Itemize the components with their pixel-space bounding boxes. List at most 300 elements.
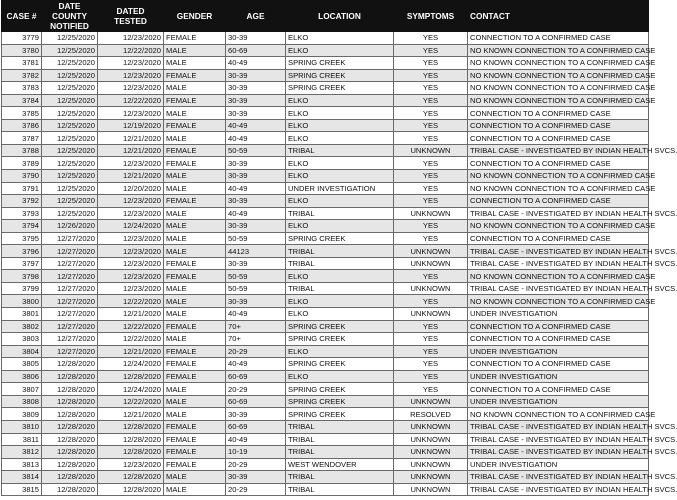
cell-location: SPRING CREEK bbox=[286, 395, 394, 408]
cell-location: ELKO bbox=[286, 308, 394, 321]
cell-case-number: 3812 bbox=[2, 446, 42, 459]
cell-contact: CONNECTION TO A CONFIRMED CASE bbox=[468, 195, 649, 208]
table-row bbox=[2, 308, 649, 321]
cell-gender: FEMALE bbox=[164, 157, 226, 170]
cell-date-tested: 12/23/2020 bbox=[98, 107, 164, 120]
cell-date-notified: 12/27/2020 bbox=[42, 345, 98, 358]
cell-symptoms: YES bbox=[394, 107, 468, 120]
cell-date-notified: 12/27/2020 bbox=[42, 270, 98, 283]
cell-contact: NO KNOWN CONNECTION TO A CONFIRMED CASE bbox=[468, 170, 649, 183]
cell-date-tested: 12/23/2020 bbox=[98, 245, 164, 258]
table-row bbox=[2, 257, 649, 270]
cell-symptoms: YES bbox=[394, 232, 468, 245]
cell-age: 40-49 bbox=[226, 433, 286, 446]
cell-location: SPRING CREEK bbox=[286, 333, 394, 346]
table-row bbox=[2, 320, 649, 333]
cell-location: ELKO bbox=[286, 295, 394, 308]
cell-gender: FEMALE bbox=[164, 69, 226, 82]
cell-age: 40-49 bbox=[226, 207, 286, 220]
cell-age: 20-29 bbox=[226, 458, 286, 471]
cell-date-tested: 12/23/2020 bbox=[98, 282, 164, 295]
cell-gender: FEMALE bbox=[164, 370, 226, 383]
cell-age: 44123 bbox=[226, 245, 286, 258]
cell-date-notified: 12/27/2020 bbox=[42, 245, 98, 258]
cell-date-tested: 12/22/2020 bbox=[98, 44, 164, 57]
cell-gender: MALE bbox=[164, 182, 226, 195]
cell-contact: TRIBAL CASE - INVESTIGATED BY INDIAN HEALTH SVCS. bbox=[468, 144, 649, 157]
cell-age: 20-29 bbox=[226, 483, 286, 496]
cell-date-tested: 12/23/2020 bbox=[98, 69, 164, 82]
cell-age: 30-39 bbox=[226, 408, 286, 421]
cell-date-tested: 12/28/2020 bbox=[98, 471, 164, 484]
cell-location: SPRING CREEK bbox=[286, 408, 394, 421]
cell-date-notified: 12/27/2020 bbox=[42, 232, 98, 245]
cell-case-number: 3815 bbox=[2, 483, 42, 496]
cell-contact: CONNECTION TO A CONFIRMED CASE bbox=[468, 232, 649, 245]
cell-gender: FEMALE bbox=[164, 144, 226, 157]
table-row bbox=[2, 408, 649, 421]
cell-age: 40-49 bbox=[226, 358, 286, 371]
cell-case-number: 3801 bbox=[2, 308, 42, 321]
cell-gender: FEMALE bbox=[164, 420, 226, 433]
cell-case-number: 3807 bbox=[2, 383, 42, 396]
cell-date-tested: 12/22/2020 bbox=[98, 320, 164, 333]
cell-gender: MALE bbox=[164, 57, 226, 70]
cell-location: TRIBAL bbox=[286, 483, 394, 496]
cell-date-tested: 12/24/2020 bbox=[98, 358, 164, 371]
cell-gender: MALE bbox=[164, 82, 226, 95]
cell-date-notified: 12/25/2020 bbox=[42, 195, 98, 208]
cell-case-number: 3786 bbox=[2, 119, 42, 132]
cell-symptoms: UNKNOWN bbox=[394, 471, 468, 484]
cell-date-tested: 12/23/2020 bbox=[98, 232, 164, 245]
cell-gender: MALE bbox=[164, 207, 226, 220]
table-body bbox=[2, 32, 677, 496]
cell-age: 30-39 bbox=[226, 94, 286, 107]
cell-contact: NO KNOWN CONNECTION TO A CONFIRMED CASE bbox=[468, 182, 649, 195]
cell-date-tested: 12/21/2020 bbox=[98, 408, 164, 421]
cell-symptoms: YES bbox=[394, 358, 468, 371]
cell-age: 40-49 bbox=[226, 119, 286, 132]
cell-age: 20-29 bbox=[226, 345, 286, 358]
cell-date-notified: 12/25/2020 bbox=[42, 157, 98, 170]
cell-contact: TRIBAL CASE - INVESTIGATED BY INDIAN HEALTH SVCS. bbox=[468, 257, 649, 270]
cell-location: TRIBAL bbox=[286, 446, 394, 459]
table-row bbox=[2, 420, 649, 433]
cell-age: 30-39 bbox=[226, 157, 286, 170]
cell-symptoms: UNKNOWN bbox=[394, 245, 468, 258]
cell-age: 20-29 bbox=[226, 383, 286, 396]
table-row bbox=[2, 370, 649, 383]
cell-date-notified: 12/28/2020 bbox=[42, 433, 98, 446]
cell-date-tested: 12/20/2020 bbox=[98, 182, 164, 195]
table-row bbox=[2, 433, 649, 446]
cell-contact: CONNECTION TO A CONFIRMED CASE bbox=[468, 132, 649, 145]
cell-case-number: 3789 bbox=[2, 157, 42, 170]
cell-symptoms: YES bbox=[394, 170, 468, 183]
cell-case-number: 3795 bbox=[2, 232, 42, 245]
table-row bbox=[2, 270, 649, 283]
cell-symptoms: YES bbox=[394, 295, 468, 308]
cell-case-number: 3791 bbox=[2, 182, 42, 195]
cell-contact: NO KNOWN CONNECTION TO A CONFIRMED CASE bbox=[468, 82, 649, 95]
cell-date-notified: 12/25/2020 bbox=[42, 207, 98, 220]
cell-symptoms: UNKNOWN bbox=[394, 282, 468, 295]
cell-contact: NO KNOWN CONNECTION TO A CONFIRMED CASE bbox=[468, 69, 649, 82]
cell-symptoms: UNKNOWN bbox=[394, 446, 468, 459]
cell-location: TRIBAL bbox=[286, 471, 394, 484]
cell-gender: MALE bbox=[164, 220, 226, 233]
cell-location: ELKO bbox=[286, 132, 394, 145]
cell-gender: FEMALE bbox=[164, 458, 226, 471]
cell-contact: TRIBAL CASE - INVESTIGATED BY INDIAN HEALTH SVCS. bbox=[468, 207, 649, 220]
cell-case-number: 3793 bbox=[2, 207, 42, 220]
cell-location: WEST WENDOVER bbox=[286, 458, 394, 471]
cell-date-notified: 12/25/2020 bbox=[42, 57, 98, 70]
cell-date-notified: 12/28/2020 bbox=[42, 446, 98, 459]
cell-date-notified: 12/27/2020 bbox=[42, 257, 98, 270]
cell-case-number: 3781 bbox=[2, 57, 42, 70]
cell-location: TRIBAL bbox=[286, 245, 394, 258]
cell-symptoms: YES bbox=[394, 69, 468, 82]
cell-symptoms: RESOLVED bbox=[394, 408, 468, 421]
table-row bbox=[2, 220, 649, 233]
cell-date-tested: 12/23/2020 bbox=[98, 157, 164, 170]
cell-age: 60-69 bbox=[226, 395, 286, 408]
cell-date-notified: 12/27/2020 bbox=[42, 308, 98, 321]
cell-location: ELKO bbox=[286, 270, 394, 283]
cell-gender: MALE bbox=[164, 308, 226, 321]
table-row bbox=[2, 107, 649, 120]
cell-symptoms: YES bbox=[394, 132, 468, 145]
cell-contact: NO KNOWN CONNECTION TO A CONFIRMED CASE bbox=[468, 408, 649, 421]
header-gender: GENDER bbox=[164, 1, 226, 32]
table-row bbox=[2, 170, 649, 183]
cell-gender: MALE bbox=[164, 232, 226, 245]
cell-case-number: 3784 bbox=[2, 94, 42, 107]
cell-contact: TRIBAL CASE - INVESTIGATED BY INDIAN HEALTH SVCS. bbox=[468, 433, 649, 446]
table-row bbox=[2, 395, 649, 408]
cell-case-number: 3800 bbox=[2, 295, 42, 308]
cell-case-number: 3783 bbox=[2, 82, 42, 95]
cell-date-notified: 12/28/2020 bbox=[42, 408, 98, 421]
table-row bbox=[2, 245, 649, 258]
table-header bbox=[2, 1, 649, 32]
cell-contact: CONNECTION TO A CONFIRMED CASE bbox=[468, 32, 649, 45]
cell-case-number: 3797 bbox=[2, 257, 42, 270]
cell-date-tested: 12/28/2020 bbox=[98, 483, 164, 496]
cell-case-number: 3811 bbox=[2, 433, 42, 446]
cell-location: SPRING CREEK bbox=[286, 82, 394, 95]
cell-gender: FEMALE bbox=[164, 94, 226, 107]
cell-date-notified: 12/25/2020 bbox=[42, 170, 98, 183]
table-row bbox=[2, 295, 649, 308]
cell-gender: FEMALE bbox=[164, 270, 226, 283]
cell-date-notified: 12/27/2020 bbox=[42, 282, 98, 295]
cell-date-notified: 12/25/2020 bbox=[42, 94, 98, 107]
table-row bbox=[2, 446, 649, 459]
cell-gender: MALE bbox=[164, 282, 226, 295]
cell-contact: TRIBAL CASE - INVESTIGATED BY INDIAN HEALTH SVCS. bbox=[468, 282, 649, 295]
cell-case-number: 3796 bbox=[2, 245, 42, 258]
header-dated-tested: DATED TESTED bbox=[98, 1, 164, 32]
table-row bbox=[2, 458, 649, 471]
cell-date-notified: 12/28/2020 bbox=[42, 370, 98, 383]
cell-age: 50-59 bbox=[226, 144, 286, 157]
cell-case-number: 3808 bbox=[2, 395, 42, 408]
cell-symptoms: YES bbox=[394, 320, 468, 333]
cell-contact: UNDER INVESTIGATION bbox=[468, 345, 649, 358]
table-row bbox=[2, 44, 649, 57]
cell-date-tested: 12/23/2020 bbox=[98, 195, 164, 208]
header-symptoms: SYMPTOMS bbox=[394, 1, 468, 32]
cell-case-number: 3787 bbox=[2, 132, 42, 145]
cell-date-notified: 12/27/2020 bbox=[42, 295, 98, 308]
cell-case-number: 3799 bbox=[2, 282, 42, 295]
header-row bbox=[2, 1, 649, 32]
cell-symptoms: YES bbox=[394, 270, 468, 283]
cell-date-notified: 12/28/2020 bbox=[42, 471, 98, 484]
cell-gender: FEMALE bbox=[164, 257, 226, 270]
cell-date-tested: 12/21/2020 bbox=[98, 345, 164, 358]
cell-symptoms: YES bbox=[394, 94, 468, 107]
cell-age: 60-69 bbox=[226, 44, 286, 57]
cell-date-notified: 12/25/2020 bbox=[42, 144, 98, 157]
cell-case-number: 3805 bbox=[2, 358, 42, 371]
table-row bbox=[2, 207, 649, 220]
cell-case-number: 3780 bbox=[2, 44, 42, 57]
cell-gender: MALE bbox=[164, 245, 226, 258]
cell-age: 50-59 bbox=[226, 232, 286, 245]
cell-symptoms: YES bbox=[394, 157, 468, 170]
cell-date-tested: 12/23/2020 bbox=[98, 32, 164, 45]
cell-date-notified: 12/28/2020 bbox=[42, 458, 98, 471]
table-row bbox=[2, 471, 649, 484]
cell-age: 40-49 bbox=[226, 132, 286, 145]
cell-symptoms: YES bbox=[394, 370, 468, 383]
cell-date-tested: 12/23/2020 bbox=[98, 257, 164, 270]
cell-contact: CONNECTION TO A CONFIRMED CASE bbox=[468, 107, 649, 120]
cell-date-tested: 12/21/2020 bbox=[98, 144, 164, 157]
cell-contact: CONNECTION TO A CONFIRMED CASE bbox=[468, 333, 649, 346]
cell-symptoms: UNKNOWN bbox=[394, 395, 468, 408]
cell-age: 30-39 bbox=[226, 69, 286, 82]
cell-symptoms: UNKNOWN bbox=[394, 308, 468, 321]
cell-case-number: 3790 bbox=[2, 170, 42, 183]
cell-date-notified: 12/25/2020 bbox=[42, 107, 98, 120]
cell-date-tested: 12/23/2020 bbox=[98, 207, 164, 220]
cell-date-notified: 12/28/2020 bbox=[42, 383, 98, 396]
header-location: LOCATION bbox=[286, 1, 394, 32]
cell-location: SPRING CREEK bbox=[286, 320, 394, 333]
cell-location: ELKO bbox=[286, 170, 394, 183]
cell-gender: MALE bbox=[164, 170, 226, 183]
cell-date-tested: 12/23/2020 bbox=[98, 57, 164, 70]
cell-age: 30-39 bbox=[226, 471, 286, 484]
cell-date-notified: 12/26/2020 bbox=[42, 220, 98, 233]
cell-date-notified: 12/25/2020 bbox=[42, 82, 98, 95]
cell-location: SPRING CREEK bbox=[286, 358, 394, 371]
cell-location: ELKO bbox=[286, 119, 394, 132]
cell-symptoms: UNKNOWN bbox=[394, 257, 468, 270]
cell-contact: NO KNOWN CONNECTION TO A CONFIRMED CASE bbox=[468, 270, 649, 283]
header-contact: CONTACT bbox=[468, 1, 649, 32]
cell-gender: FEMALE bbox=[164, 320, 226, 333]
table-row bbox=[2, 57, 649, 70]
cell-age: 50-59 bbox=[226, 282, 286, 295]
table-row bbox=[2, 82, 649, 95]
cell-age: 30-39 bbox=[226, 257, 286, 270]
cell-symptoms: YES bbox=[394, 345, 468, 358]
cell-location: ELKO bbox=[286, 107, 394, 120]
cell-date-notified: 12/25/2020 bbox=[42, 32, 98, 45]
cell-location: TRIBAL bbox=[286, 420, 394, 433]
cell-gender: FEMALE bbox=[164, 433, 226, 446]
cell-date-notified: 12/25/2020 bbox=[42, 119, 98, 132]
cell-date-tested: 12/22/2020 bbox=[98, 295, 164, 308]
cell-location: SPRING CREEK bbox=[286, 232, 394, 245]
cell-age: 70+ bbox=[226, 333, 286, 346]
cell-age: 30-39 bbox=[226, 82, 286, 95]
cell-date-notified: 12/28/2020 bbox=[42, 483, 98, 496]
cell-age: 30-39 bbox=[226, 195, 286, 208]
header-case-number: CASE # bbox=[2, 1, 42, 32]
cell-location: TRIBAL bbox=[286, 282, 394, 295]
cell-contact: NO KNOWN CONNECTION TO A CONFIRMED CASE bbox=[468, 220, 649, 233]
table-row bbox=[2, 195, 649, 208]
cell-age: 30-39 bbox=[226, 32, 286, 45]
cell-date-tested: 12/21/2020 bbox=[98, 308, 164, 321]
cell-date-tested: 12/23/2020 bbox=[98, 458, 164, 471]
cell-age: 60-69 bbox=[226, 370, 286, 383]
cell-gender: FEMALE bbox=[164, 345, 226, 358]
cell-symptoms: UNKNOWN bbox=[394, 433, 468, 446]
cell-contact: NO KNOWN CONNECTION TO A CONFIRMED CASE bbox=[468, 44, 649, 57]
cell-symptoms: UNKNOWN bbox=[394, 483, 468, 496]
cell-case-number: 3809 bbox=[2, 408, 42, 421]
cell-contact: TRIBAL CASE - INVESTIGATED BY INDIAN HEALTH SVCS. bbox=[468, 446, 649, 459]
cell-contact: NO KNOWN CONNECTION TO A CONFIRMED CASE bbox=[468, 57, 649, 70]
cell-contact: TRIBAL CASE - INVESTIGATED BY INDIAN HEALTH SVCS. bbox=[468, 471, 649, 484]
cell-location: ELKO bbox=[286, 195, 394, 208]
cell-symptoms: YES bbox=[394, 220, 468, 233]
table-row bbox=[2, 94, 649, 107]
cell-symptoms: UNKNOWN bbox=[394, 420, 468, 433]
cell-case-number: 3798 bbox=[2, 270, 42, 283]
cell-contact: CONNECTION TO A CONFIRMED CASE bbox=[468, 320, 649, 333]
cell-date-notified: 12/25/2020 bbox=[42, 44, 98, 57]
cell-date-tested: 12/28/2020 bbox=[98, 433, 164, 446]
cell-date-tested: 12/23/2020 bbox=[98, 270, 164, 283]
cell-date-notified: 12/28/2020 bbox=[42, 358, 98, 371]
table-row bbox=[2, 232, 649, 245]
cell-location: ELKO bbox=[286, 94, 394, 107]
cell-location: ELKO bbox=[286, 370, 394, 383]
cell-case-number: 3813 bbox=[2, 458, 42, 471]
cell-contact: TRIBAL CASE - INVESTIGATED BY INDIAN HEALTH SVCS. bbox=[468, 245, 649, 258]
cell-symptoms: YES bbox=[394, 32, 468, 45]
cell-gender: FEMALE bbox=[164, 195, 226, 208]
cell-date-tested: 12/22/2020 bbox=[98, 333, 164, 346]
cell-date-tested: 12/28/2020 bbox=[98, 446, 164, 459]
cell-case-number: 3806 bbox=[2, 370, 42, 383]
cell-contact: NO KNOWN CONNECTION TO A CONFIRMED CASE bbox=[468, 295, 649, 308]
table-row bbox=[2, 144, 649, 157]
cell-contact: NO KNOWN CONNECTION TO A CONFIRMED CASE bbox=[468, 94, 649, 107]
cell-location: ELKO bbox=[286, 44, 394, 57]
cell-age: 30-39 bbox=[226, 107, 286, 120]
cell-location: TRIBAL bbox=[286, 144, 394, 157]
cell-contact: UNDER INVESTIGATION bbox=[468, 308, 649, 321]
cell-date-tested: 12/28/2020 bbox=[98, 420, 164, 433]
cell-symptoms: YES bbox=[394, 44, 468, 57]
cell-gender: MALE bbox=[164, 333, 226, 346]
cell-symptoms: YES bbox=[394, 57, 468, 70]
cell-date-tested: 12/22/2020 bbox=[98, 395, 164, 408]
cell-contact: CONNECTION TO A CONFIRMED CASE bbox=[468, 358, 649, 371]
cell-age: 30-39 bbox=[226, 220, 286, 233]
case-table bbox=[1, 0, 677, 496]
cell-gender: MALE bbox=[164, 408, 226, 421]
cell-case-number: 3803 bbox=[2, 333, 42, 346]
cell-date-tested: 12/21/2020 bbox=[98, 132, 164, 145]
cell-case-number: 3782 bbox=[2, 69, 42, 82]
cell-contact: UNDER INVESTIGATION bbox=[468, 395, 649, 408]
cell-contact: CONNECTION TO A CONFIRMED CASE bbox=[468, 119, 649, 132]
cell-date-notified: 12/28/2020 bbox=[42, 395, 98, 408]
cell-location: ELKO bbox=[286, 157, 394, 170]
cell-contact: UNDER INVESTIGATION bbox=[468, 370, 649, 383]
cell-age: 50-59 bbox=[226, 270, 286, 283]
cell-gender: MALE bbox=[164, 295, 226, 308]
cell-gender: MALE bbox=[164, 132, 226, 145]
cell-symptoms: YES bbox=[394, 195, 468, 208]
cell-symptoms: YES bbox=[394, 119, 468, 132]
cell-location: TRIBAL bbox=[286, 257, 394, 270]
cell-gender: MALE bbox=[164, 44, 226, 57]
cell-location: ELKO bbox=[286, 32, 394, 45]
cell-symptoms: YES bbox=[394, 333, 468, 346]
cell-age: 30-39 bbox=[226, 170, 286, 183]
cell-case-number: 3779 bbox=[2, 32, 42, 45]
cell-location: ELKO bbox=[286, 220, 394, 233]
cell-date-tested: 12/21/2020 bbox=[98, 170, 164, 183]
cell-case-number: 3814 bbox=[2, 471, 42, 484]
cell-gender: FEMALE bbox=[164, 32, 226, 45]
cell-gender: MALE bbox=[164, 483, 226, 496]
cell-case-number: 3788 bbox=[2, 144, 42, 157]
cell-case-number: 3785 bbox=[2, 107, 42, 120]
cell-date-tested: 12/19/2020 bbox=[98, 119, 164, 132]
cell-symptoms: UNKNOWN bbox=[394, 144, 468, 157]
table-row bbox=[2, 333, 649, 346]
cell-gender: MALE bbox=[164, 107, 226, 120]
table-row bbox=[2, 182, 649, 195]
cell-date-tested: 12/24/2020 bbox=[98, 220, 164, 233]
cell-symptoms: UNKNOWN bbox=[394, 458, 468, 471]
cell-case-number: 3802 bbox=[2, 320, 42, 333]
cell-symptoms: YES bbox=[394, 182, 468, 195]
cell-location: SPRING CREEK bbox=[286, 383, 394, 396]
table-row bbox=[2, 383, 649, 396]
cell-location: TRIBAL bbox=[286, 433, 394, 446]
cell-case-number: 3804 bbox=[2, 345, 42, 358]
table-row bbox=[2, 32, 649, 45]
table-row bbox=[2, 345, 649, 358]
cell-location: TRIBAL bbox=[286, 207, 394, 220]
table-row bbox=[2, 483, 649, 496]
cell-date-notified: 12/27/2020 bbox=[42, 320, 98, 333]
